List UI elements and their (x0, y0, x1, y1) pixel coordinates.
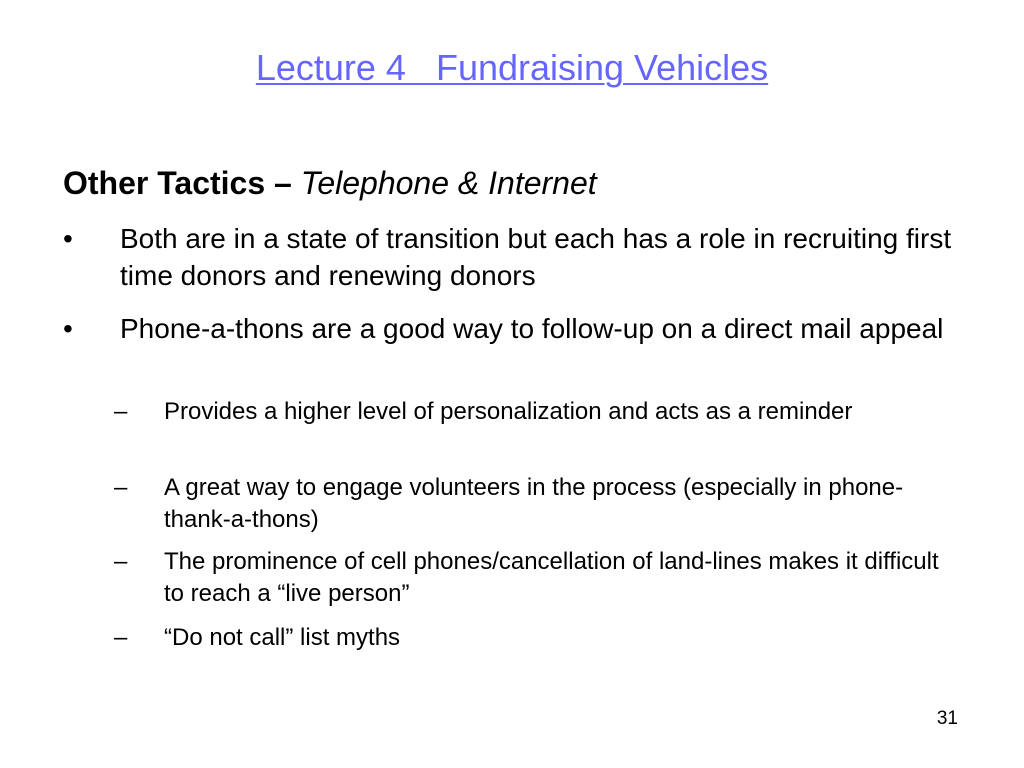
bullet-text: Phone-a-thons are a good way to follow-up on a direct mail appeal (120, 313, 944, 344)
sub-bullet-marker: – (114, 548, 128, 575)
bullet-item (63, 310, 963, 347)
sub-bullet-item (114, 472, 964, 536)
page-number: 31 (936, 708, 958, 729)
heading-bold-text: Other Tactics – (63, 165, 301, 201)
sub-bullet-item (114, 546, 964, 610)
sub-bullet-item (114, 622, 964, 654)
sub-bullet-text: A great way to engage volunteers in the process (especially in phone-thank-a-thons) (164, 474, 904, 533)
sub-bullet-marker: – (114, 398, 128, 425)
sub-bullet-text: The prominence of cell phones/cancellation of land-lines makes it difficult to reach a “live person” (164, 548, 939, 607)
bullet-marker: • (63, 313, 73, 344)
sub-bullet-text: Provides a higher level of personalization and acts as a reminder (164, 398, 853, 425)
bullet-item (63, 220, 963, 294)
bullet-text: Both are in a state of transition but each has a role in recruiting first time donors and renewing donors (120, 223, 952, 291)
heading-italic-text: Telephone & Internet (300, 165, 597, 201)
section-heading (63, 163, 597, 203)
slide-title[interactable]: Lecture 4 Fundraising Vehicles (255, 47, 769, 88)
sub-bullet-marker: – (114, 474, 128, 501)
sub-bullet-text: “Do not call” list myths (164, 624, 401, 651)
sub-bullet-item (114, 396, 964, 428)
sub-bullet-marker: – (114, 624, 128, 651)
bullet-marker: • (63, 223, 73, 254)
